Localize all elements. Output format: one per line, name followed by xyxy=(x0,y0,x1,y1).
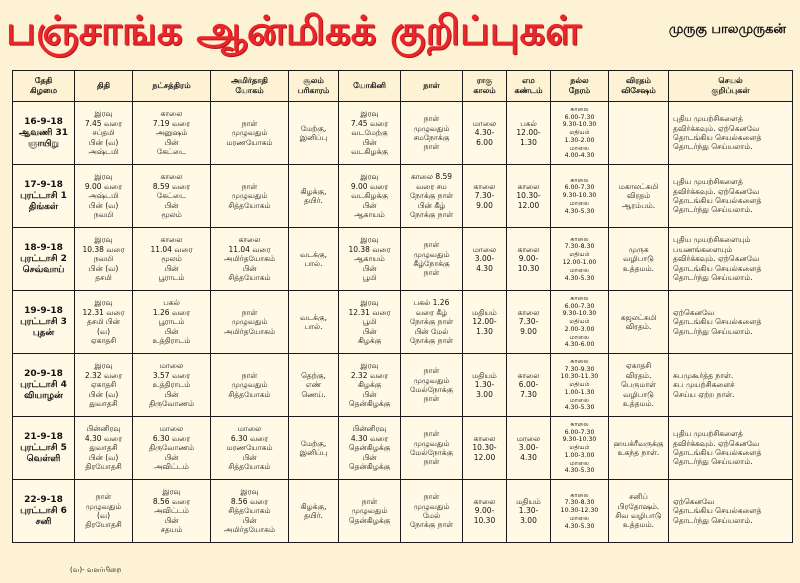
panchangam-table-wrap xyxy=(12,70,792,543)
star-cell: மாலை 3.57 வரை உத்திராடம் பின் திருவோணம் xyxy=(133,354,211,417)
yogini-cell: இரவு 10.38 வரை ஆகாயம் பின் பூமி xyxy=(339,228,401,291)
column-header: தேதி கிழமை xyxy=(13,71,75,102)
date-cell: 19-9-18 புரட்டாசி 3 புதன் xyxy=(13,291,75,354)
nalla-neram-cell: காலை 6.00-7.30 9.30-10.30 மதியம் 2.00-3.00 மாலை 4.30-6.00 xyxy=(551,291,609,354)
yogam-cell: மாலை 6.30 வரை மரணயோகம் பின் சித்தயோகம் xyxy=(211,417,289,480)
soolam-cell: வடக்கு, பால். xyxy=(289,291,339,354)
notes-cell: சுபமுகூர்த்த நாள். சுப முயற்சிகளைச் செய்ய ஏற்ற நாள். xyxy=(669,354,793,417)
yogini-cell: நாள் முழுவதும் தென்கிழக்கு xyxy=(339,480,401,543)
yogini-cell: பின்னிரவு 4.30 வரை தென்கிழக்கு பின் தென்கிழக்கு xyxy=(339,417,401,480)
author-name: முருகு பாலமுருகன் xyxy=(668,22,786,37)
yogam-cell: நாள் முழுவதும் சித்தயோகம் xyxy=(211,354,289,417)
column-header: நல்ல நேரம் xyxy=(551,71,609,102)
soolam-cell: கிழக்கு, தயிர். xyxy=(289,165,339,228)
column-header: செயல் குறிப்புகள் xyxy=(669,71,793,102)
rahu-kalam-cell: மாலை 4.30- 6.00 xyxy=(463,102,507,165)
column-header: ராகு காலம் xyxy=(463,71,507,102)
naal-cell: நாள் முழுவதும் மேல் நோக்கு நாள் xyxy=(401,480,463,543)
yogini-cell: இரவு 9.00 வரை வடகிழக்கு பின் ஆகாயம் xyxy=(339,165,401,228)
naal-cell: நாள் முழுவதும் மேல்நோக்கு நாள் xyxy=(401,417,463,480)
rahu-kalam-cell: காலை 10.30- 12.00 xyxy=(463,417,507,480)
yogini-cell: இரவு 2.32 வரை கிழக்கு பின் தென்கிழக்கு xyxy=(339,354,401,417)
table-row xyxy=(13,165,793,228)
column-header: அமிர்தாதி யோகம் xyxy=(211,71,289,102)
thithi-cell: நாள் முழுவதும் (வ) திரயோதசி xyxy=(75,480,133,543)
table-row xyxy=(13,228,793,291)
notes-cell: புதிய முயற்சிகளைத் தவிர்க்கவும். ஏற்கெனவே தொடங்கிய செயல்களைத் தொடர்ந்து செய்யலாம். xyxy=(669,417,793,480)
nalla-neram-cell: காலை 7.30-8.30 மதியம் 12.00-1.00 மாலை 4.30-5.30 xyxy=(551,228,609,291)
notes-cell: புதிய முயற்சிகளைத் தவிர்க்கவும். ஏற்கெனவே தொடங்கிய செயல்களைத் தொடர்ந்து செய்யலாம். xyxy=(669,165,793,228)
vratham-cell: முருக வழிபாடு உத்தமம். xyxy=(609,228,669,291)
rahu-kalam-cell: மதியம் 1.30- 3.00 xyxy=(463,354,507,417)
notes-cell: புதிய முயற்சிகளைத் தவிர்க்கவும். ஏற்கெனவே தொடங்கிய செயல்களைத் தொடர்ந்து செய்யலாம். xyxy=(669,102,793,165)
column-header: சூலம் பரிகாரம் xyxy=(289,71,339,102)
star-cell: காலை 7.19 வரை அனுஷம் பின் கேட்டை xyxy=(133,102,211,165)
thithi-cell: பின்னிரவு 4.30 வரை துவாதசி பின் (வ) திரயோதசி xyxy=(75,417,133,480)
naal-cell: நாள் முழுவதும் கீழ்நோக்கு நாள் xyxy=(401,228,463,291)
header xyxy=(0,0,800,66)
date-cell: 17-9-18 புரட்டாசி 1 திங்கள் xyxy=(13,165,75,228)
vratham-cell: ஏகாதசி விரதம். பெருமாள் வழிபாடு உத்தமம். xyxy=(609,354,669,417)
soolam-cell: மேற்கு, இனிப்பு xyxy=(289,417,339,480)
yogam-cell: காலை 11.04 வரை அமிர்தயோகம் பின் சித்தயோகம் xyxy=(211,228,289,291)
date-cell: 22-9-18 புரட்டாசி 6 சனி xyxy=(13,480,75,543)
nalla-neram-cell: காலை 7.30-9.30 10.30-11.30 மதியம் 1.00-1.30 மாலை 4.30-5.30 xyxy=(551,354,609,417)
table-header-row xyxy=(13,71,793,102)
date-cell: 16-9-18 ஆவணி 31 ஞாயிறு xyxy=(13,102,75,165)
star-cell: மாலை 6.30 வரை திருவோணம் பின் அவிட்டம் xyxy=(133,417,211,480)
table-row xyxy=(13,354,793,417)
ema-kandam-cell: காலை 9.00- 10.30 xyxy=(507,228,551,291)
thithi-cell: இரவு 10.38 வரை நவமி பின் (வ) தசமி xyxy=(75,228,133,291)
date-cell: 20-9-18 புரட்டாசி 4 வியாழன் xyxy=(13,354,75,417)
star-cell: காலை 8.59 வரை கேட்டை பின் மூலம் xyxy=(133,165,211,228)
rahu-kalam-cell: மதியம் 12.00- 1.30 xyxy=(463,291,507,354)
yogam-cell: நாள் முழுவதும் சித்தயோகம் xyxy=(211,165,289,228)
star-cell: பகல் 1.26 வரை பூராடம் பின் உத்திராடம் xyxy=(133,291,211,354)
rahu-kalam-cell: காலை 7.30- 9.00 xyxy=(463,165,507,228)
notes-cell: ஏற்கெனவே தொடங்கிய செயல்களைத் தொடர்ந்து செய்யலாம். xyxy=(669,480,793,543)
notes-cell: ஏற்கெனவே தொடங்கிய செயல்களைத் தொடர்ந்து செய்யலாம். xyxy=(669,291,793,354)
table-row xyxy=(13,417,793,480)
star-cell: இரவு 8.56 வரை அவிட்டம் பின் சதயம் xyxy=(133,480,211,543)
table-row xyxy=(13,291,793,354)
naal-cell: பகல் 1.26 வரை கீழ் நோக்கு நாள் பின் மேல் நோக்கு நாள் xyxy=(401,291,463,354)
ema-kandam-cell: பகல் 12.00- 1.30 xyxy=(507,102,551,165)
soolam-cell: வடக்கு, பால். xyxy=(289,228,339,291)
vratham-cell: ஹயக்ரீவருக்கு உகந்த நாள். xyxy=(609,417,669,480)
soolam-cell: மேற்கு, இனிப்பு xyxy=(289,102,339,165)
ema-kandam-cell: காலை 6.00- 7.30 xyxy=(507,354,551,417)
nalla-neram-cell: காலை 6.00-7.30 9.30-10.30 மதியம் 1.30-2.00 மாலை 4.00-4.30 xyxy=(551,102,609,165)
table-row xyxy=(13,480,793,543)
yogam-cell: நாள் முழுவதும் அமிர்தயோகம் xyxy=(211,291,289,354)
ema-kandam-cell: மாலை 3.00- 4.30 xyxy=(507,417,551,480)
column-header: விரதம் விசேஷம் xyxy=(609,71,669,102)
soolam-cell: கிழக்கு, தயிர். xyxy=(289,480,339,543)
notes-cell: புதிய முயற்சிகளையும் பயணங்களையும் தவிர்க்கவும். ஏற்கெனவே தொடங்கிய செயல்களைத் தொடர்ந்து செய்யலாம். xyxy=(669,228,793,291)
rahu-kalam-cell: மாலை 3.00- 4.30 xyxy=(463,228,507,291)
table-row xyxy=(13,102,793,165)
column-header: எம கண்டம் xyxy=(507,71,551,102)
soolam-cell: தெற்கு, எண் ணெய். xyxy=(289,354,339,417)
panchangam-table xyxy=(12,70,793,543)
nalla-neram-cell: காலை 6.00-7.30 9.30-10.30 மாலை 4.30-5.30 xyxy=(551,165,609,228)
thithi-cell: இரவு 9.00 வரை அஷ்டமி பின் (வ) நவமி xyxy=(75,165,133,228)
naal-cell: நாள் முழுவதும் சமநோக்கு நாள் xyxy=(401,102,463,165)
star-cell: காலை 11.04 வரை மூலம் பின் பூராடம் xyxy=(133,228,211,291)
vratham-cell xyxy=(609,102,669,165)
thithi-cell: இரவு 2.32 வரை ஏகாதசி பின் (வ) துவாதசி xyxy=(75,354,133,417)
vratham-cell: கஜலட்சுமி விரதம். xyxy=(609,291,669,354)
nalla-neram-cell: காலை 6.00-7.30 9.30-10.30 மதியம் 1.00-3.00 மாலை 4.30-5.30 xyxy=(551,417,609,480)
ema-kandam-cell: மதியம் 1.30- 3.00 xyxy=(507,480,551,543)
yogini-cell: இரவு 7.45 வரை வடமேற்கு பின் வடகிழக்கு xyxy=(339,102,401,165)
yogam-cell: நாள் முழுவதும் மரணயோகம் xyxy=(211,102,289,165)
table-body xyxy=(13,102,793,543)
column-header: நாள் xyxy=(401,71,463,102)
naal-cell: காலை 8.59 வரை சம நோக்கு நாள் பின் கீழ் நோக்கு நாள் xyxy=(401,165,463,228)
footnote: (வ)- வளர்பிறை xyxy=(70,566,122,574)
vratham-cell: மகாலட்சுமி விரதம் ஆரம்பம். xyxy=(609,165,669,228)
column-header: யோகினி xyxy=(339,71,401,102)
date-cell: 18-9-18 புரட்டாசி 2 செவ்வாய் xyxy=(13,228,75,291)
thithi-cell: இரவு 7.45 வரை சப்தமி பின் (வ) அஷ்டமி xyxy=(75,102,133,165)
column-header: திதி xyxy=(75,71,133,102)
ema-kandam-cell: காலை 10.30- 12.00 xyxy=(507,165,551,228)
page-title: பஞ்சாங்க ஆன்மிகக் குறிப்புகள் xyxy=(6,8,582,54)
column-header: நட்சத்திரம் xyxy=(133,71,211,102)
rahu-kalam-cell: காலை 9.00- 10.30 xyxy=(463,480,507,543)
nalla-neram-cell: காலை 7.30-8.30 10.30-12.30 மாலை 4.30-5.30 xyxy=(551,480,609,543)
ema-kandam-cell: காலை 7.30- 9.00 xyxy=(507,291,551,354)
date-cell: 21-9-18 புரட்டாசி 5 வெள்ளி xyxy=(13,417,75,480)
yogam-cell: இரவு 8.56 வரை சித்தயோகம் பின் அமிர்தயோகம் xyxy=(211,480,289,543)
thithi-cell: இரவு 12.31 வரை தசமி பின் (வ) ஏகாதசி xyxy=(75,291,133,354)
yogini-cell: இரவு 12.31 வரை பூமி பின் கிழக்கு xyxy=(339,291,401,354)
naal-cell: நாள் முழுவதும் மேல்நோக்கு நாள் xyxy=(401,354,463,417)
vratham-cell: சனிப் பிரதோஷம். சிவ வழிபாடு உத்தமம். xyxy=(609,480,669,543)
